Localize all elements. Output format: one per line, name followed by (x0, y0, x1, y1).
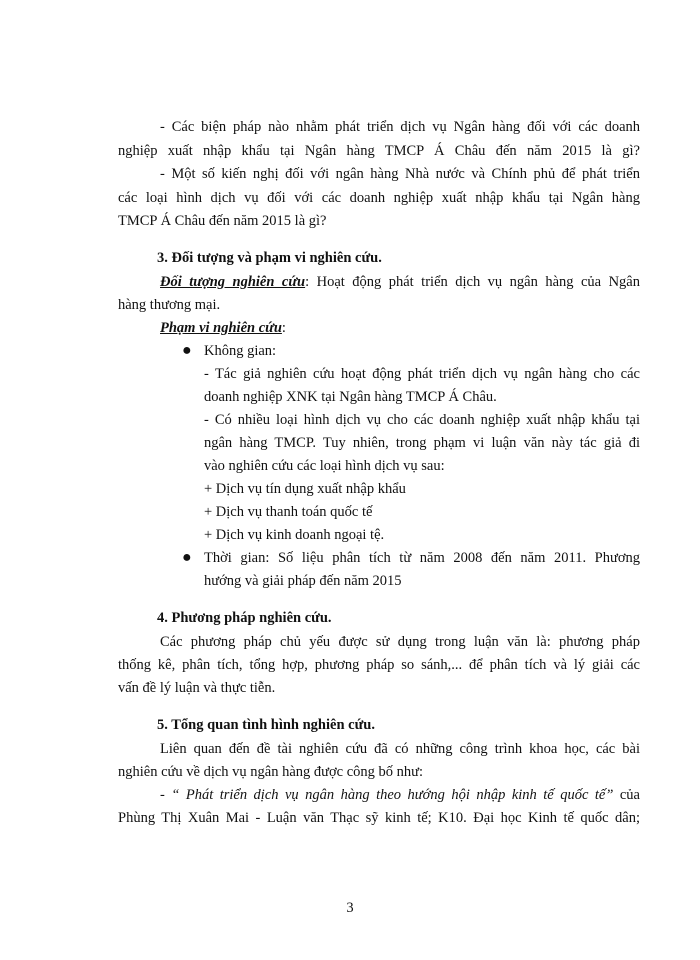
space-line: - Có nhiều loại hình dịch vụ cho các doanh nghiệp xuất nhập khẩu tại (204, 412, 640, 428)
object-text: : Hoạt động phát triển dịch vụ ngân hàng của Ngân (305, 274, 640, 290)
space-line: vào nghiên cứu các loại hình dịch vụ sau: (204, 458, 445, 474)
bullet-icon: ● (182, 549, 192, 566)
space-line: ngân hàng TMCP. Tuy nhiên, trong phạm vi luận văn này tác giả đi (204, 435, 640, 451)
para-line: thống kê, phân tích, tổng hợp, phương pháp so sánh,... để phân tích và lý giải các (118, 657, 640, 673)
ref-rest: của (613, 787, 640, 803)
para-line: - Các biện pháp nào nhằm phát triển dịch vụ Ngân hàng đối với các doanh (160, 119, 640, 135)
bullet-icon: ● (182, 342, 192, 359)
time-line: Thời gian: Số liệu phân tích từ năm 2008 đến năm 2011. Phương (204, 550, 640, 566)
scope-label: Phạm vi nghiên cứu (160, 320, 282, 336)
time-line: hướng và giải pháp đến năm 2015 (204, 573, 402, 589)
para-line: Liên quan đến đề tài nghiên cứu đã có những công trình khoa học, các bài (160, 741, 640, 757)
ref-dash: - (160, 787, 172, 803)
scope-line (160, 318, 286, 338)
para-line: TMCP Á Châu đến năm 2015 là gì? (118, 213, 327, 229)
service-item: + Dịch vụ tín dụng xuất nhập khẩu (204, 481, 406, 497)
para-line: Các phương pháp chủ yếu được sử dụng trong luận văn là: phương pháp (160, 634, 640, 650)
space-line: - Tác giả nghiên cứu hoạt động phát triển dịch vụ ngân hàng cho các (204, 366, 640, 382)
object-line (160, 272, 640, 292)
section-5-heading: 5. Tổng quan tình hình nghiên cứu. (157, 717, 375, 733)
section-4-heading: 4. Phương pháp nghiên cứu. (157, 610, 332, 626)
section-3-heading: 3. Đối tượng và phạm vi nghiên cứu. (157, 250, 382, 266)
page-number: 3 (346, 900, 354, 916)
object-label: Đối tượng nghiên cứu (160, 274, 306, 290)
space-line: doanh nghiệp XNK tại Ngân hàng TMCP Á Châu. (204, 389, 497, 405)
ref-title: “ Phát triển dịch vụ ngân hàng theo hướng hội nhập kinh tế quốc tế” (171, 787, 614, 803)
service-item: + Dịch vụ kinh doanh ngoại tệ. (204, 527, 385, 543)
para-line: các loại hình dịch vụ đối với các doanh nghiệp xuất nhập khẩu tại Ngân hàng (118, 190, 640, 206)
para-line: nghiệp xuất nhập khẩu tại Ngân hàng TMCP Á Châu đến năm 2015 là gì? (118, 143, 640, 159)
para-line: - Một số kiến nghị đối với ngân hàng Nhà nước và Chính phủ để phát triển (160, 166, 640, 182)
reference-line (160, 785, 640, 805)
para-line: vấn đề lý luận và thực tiễn. (118, 680, 276, 696)
service-item: + Dịch vụ thanh toán quốc tế (204, 504, 373, 520)
scope-colon: : (281, 320, 286, 336)
object-cont: hàng thương mại. (118, 297, 221, 313)
para-line: nghiên cứu về dịch vụ ngân hàng được công bố như: (118, 764, 424, 780)
para-line: Phùng Thị Xuân Mai - Luận văn Thạc sỹ kinh tế; K10. Đại học Kinh tế quốc dân; (118, 810, 640, 826)
space-bullet: Không gian: (204, 343, 277, 359)
